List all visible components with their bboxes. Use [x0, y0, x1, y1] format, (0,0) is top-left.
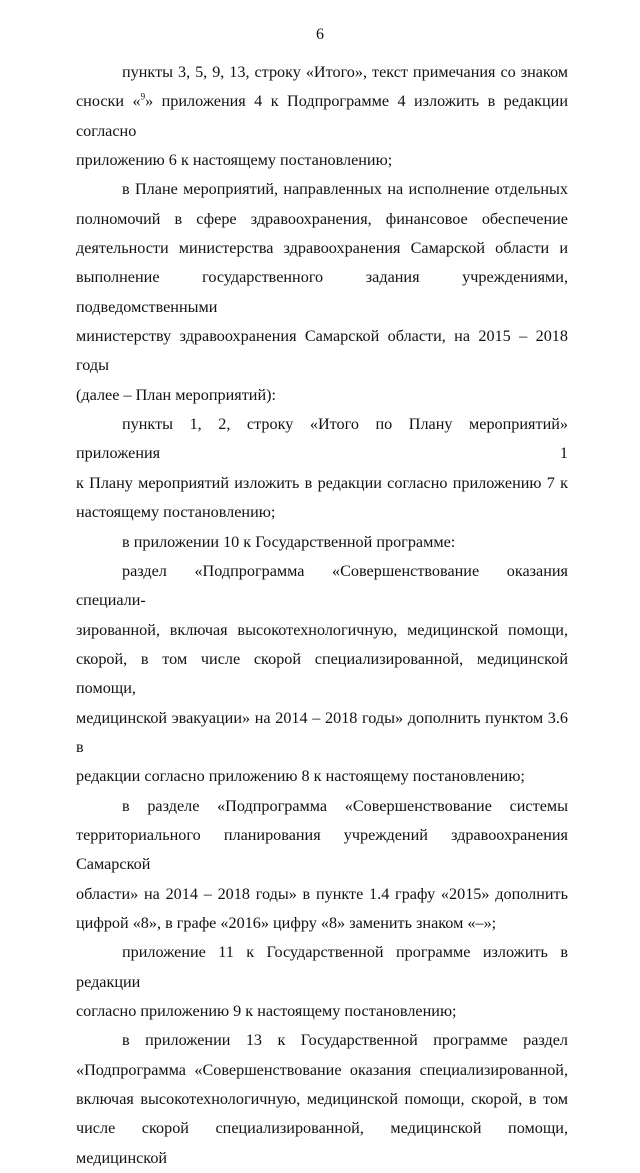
text-line: приложению 6 к настоящему постановлению; [76, 151, 393, 170]
text-line: области» на 2014 – 2018 годы» в пункте 1.4 графу «2015» дополнить [76, 884, 568, 903]
document-body [76, 58, 568, 1173]
text-line: территориального планирования учреждений здравоохранения Самарской [76, 825, 568, 874]
text-line: деятельности министерства здравоохранения Самарской области и [76, 239, 568, 258]
text-line [76, 87, 568, 146]
text-line: к Плану мероприятий изложить в редакции согласно приложению 7 к [76, 473, 568, 492]
text-line: цифрой «8», в графе «2016» цифру «8» заменить знаком «–»; [76, 913, 497, 932]
text-line: редакции согласно приложению 8 к настоящему постановлению; [76, 767, 525, 786]
text-line: медицинской эвакуации» на 2014 – 2018 годы» дополнить пунктом 3.6 в [76, 708, 568, 756]
text-line: настоящему постановлению; [76, 503, 276, 522]
text-line: министерству здравоохранения Самарской области, на 2015 – 2018 годы [76, 327, 568, 375]
text-line: приложение 11 к Государственной программе изложить в редакции [76, 943, 568, 991]
text-line: зированной, включая высокотехнологичную, медицинской помощи, [76, 620, 568, 639]
text-line: скорой, в том числе скорой специализированной, медицинской помощи, [76, 649, 568, 698]
text-line: пункты 1, 2, строку «Итого по Плану мероприятий» приложения 1 [76, 415, 568, 463]
text-line: полномочий в сфере здравоохранения, финансовое обеспечение [76, 209, 568, 228]
text-line: (далее – План мероприятий): [76, 385, 277, 404]
text-fragment: » приложения 4 к Подпрограмме 4 изложить в редакции согласно [76, 92, 568, 140]
text-line: включая высокотехнологичную, медицинской помощи, скорой, в том [76, 1090, 568, 1109]
text-line: числе скорой специализированной, медицинской помощи, медицинской [76, 1119, 568, 1167]
text-line: в Плане мероприятий, направленных на исполнение отдельных [122, 180, 568, 199]
text-line: в разделе «Подпрограмма «Совершенствование системы [122, 796, 568, 815]
text-line: выполнение государственного задания учреждениями, подведомственными [76, 268, 568, 316]
text-line: раздел «Подпрограмма «Совершенствование оказания специали- [76, 561, 568, 610]
text-line: в приложении 13 к Государственной программе раздел [122, 1031, 568, 1050]
page-number: 6 [316, 26, 324, 43]
text-line: пункты 3, 5, 9, 13, строку «Итого», текст примечания со знаком [122, 63, 568, 81]
text-fragment: сноски « [76, 92, 141, 111]
text-line: «Подпрограмма «Совершенствование оказания специализированной, [76, 1060, 568, 1079]
text-line: согласно приложению 9 к настоящему постановлению; [76, 1002, 457, 1020]
footnote-mark: 9 [140, 91, 146, 102]
text-line: в приложении 10 к Государственной программе: [122, 532, 456, 551]
